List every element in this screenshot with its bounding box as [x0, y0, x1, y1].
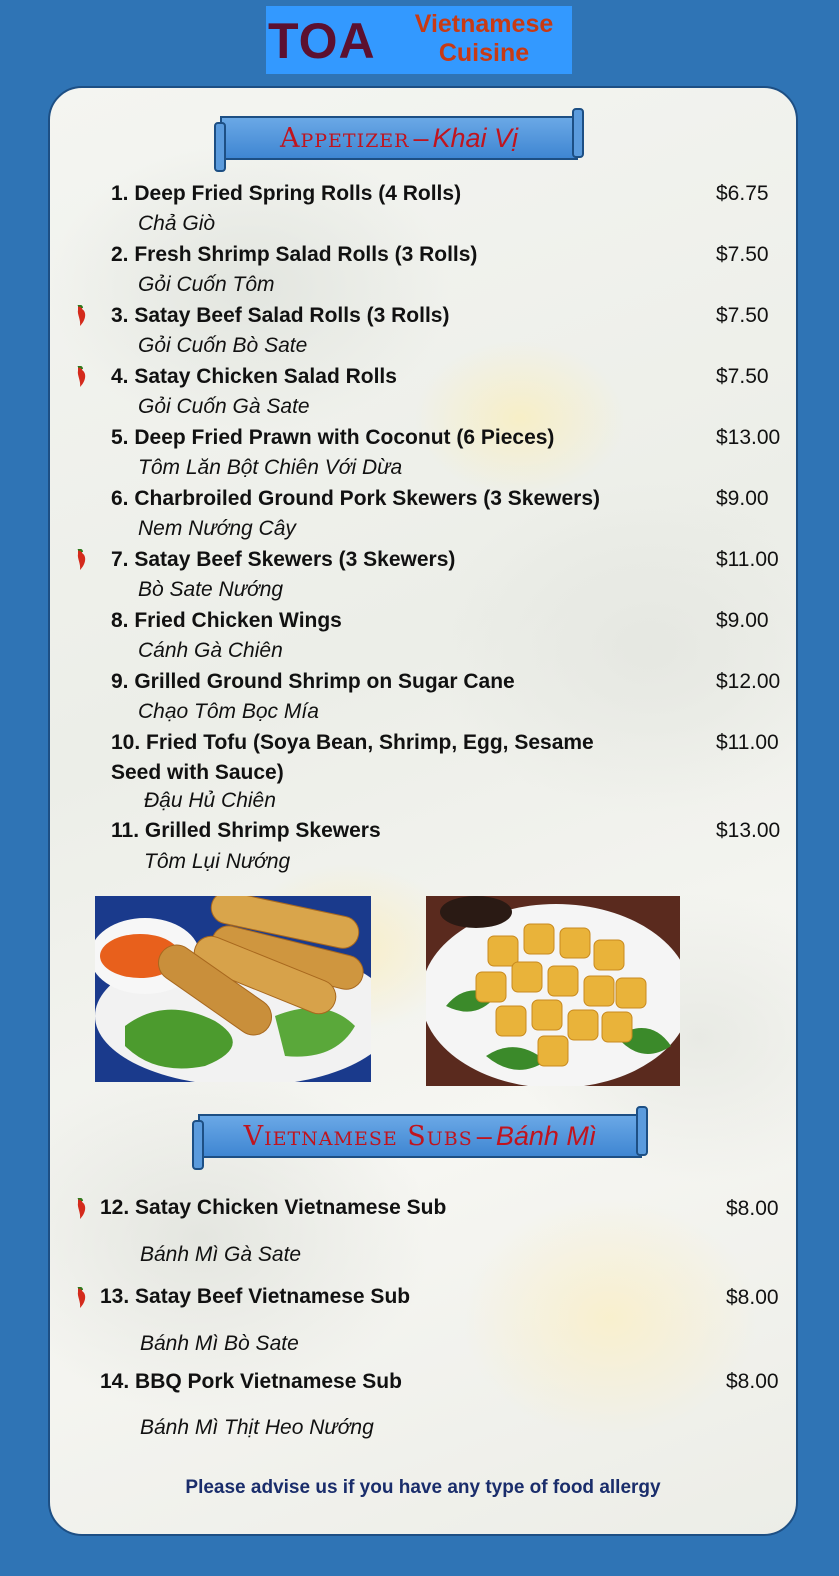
item-name: 8. Fried Chicken Wings	[111, 609, 342, 632]
item-name: 11. Grilled Shrimp Skewers	[111, 819, 381, 842]
allergy-notice: Please advise us if you have any type of food allergy	[185, 1477, 661, 1498]
item-name: 5. Deep Fried Prawn with Coconut (6 Pieces)	[111, 426, 555, 449]
item-name-vi: Nem Nướng Cây	[138, 517, 296, 540]
item-name-vi: Bánh Mì Bò Sate	[140, 1332, 299, 1355]
item-name-vi: Gỏi Cuốn Tôm	[138, 273, 275, 296]
item-name-vi: Tôm Lăn Bột Chiên Với Dừa	[138, 456, 403, 479]
item-name: 12. Satay Chicken Vietnamese Sub	[100, 1196, 447, 1219]
item-price: $6.75	[716, 182, 769, 205]
item-name: 4. Satay Chicken Salad Rolls	[111, 365, 397, 388]
item-price: $13.00	[716, 426, 781, 449]
logo-name: TOA	[268, 13, 376, 69]
appetizer-section-banner	[220, 116, 578, 160]
item-name: 9. Grilled Ground Shrimp on Sugar Cane	[111, 670, 515, 693]
chili-pepper-icon	[74, 305, 88, 327]
item-price: $9.00	[716, 609, 769, 632]
item-name-vi: Bánh Mì Thịt Heo Nướng	[140, 1416, 374, 1439]
chili-pepper-icon	[74, 366, 88, 388]
item-name-line-1: 10. Fried Tofu (Soya Bean, Shrimp, Egg, Sesame	[111, 731, 594, 754]
chili-pepper-icon	[74, 549, 88, 571]
item-name-vi: Tôm Lụi Nướng	[144, 850, 291, 873]
item-price: $8.00	[726, 1197, 779, 1220]
subs-title-en: Vietnamese Subs	[243, 1120, 473, 1152]
item-name-vi: Cánh Gà Chiên	[138, 639, 283, 662]
fried-tofu-photo	[426, 896, 680, 1086]
item-price: $11.00	[716, 548, 779, 571]
item-price: $7.50	[716, 243, 769, 266]
appetizer-title-en: Appetizer	[279, 122, 410, 154]
item-name-vi: Chả Giò	[138, 212, 216, 235]
item-name-line-2: Seed with Sauce)	[111, 761, 284, 784]
item-name: 1. Deep Fried Spring Rolls (4 Rolls)	[111, 182, 462, 205]
item-name: 14. BBQ Pork Vietnamese Sub	[100, 1370, 402, 1393]
item-name-vi: Đậu Hủ Chiên	[144, 789, 276, 812]
subs-title-separator: –	[476, 1120, 492, 1151]
item-name: 7. Satay Beef Skewers (3 Skewers)	[111, 548, 456, 571]
item-name-vi: Bò Sate Nướng	[138, 578, 284, 601]
spring-rolls-photo	[95, 896, 371, 1082]
item-name: 13. Satay Beef Vietnamese Sub	[100, 1285, 411, 1308]
subs-section-banner	[198, 1114, 642, 1158]
item-name-vi: Bánh Mì Gà Sate	[140, 1243, 302, 1266]
item-price: $7.50	[716, 365, 769, 388]
chili-pepper-icon	[74, 1287, 88, 1309]
logo-line-1: Vietnamese	[414, 10, 554, 38]
logo-line-2: Cuisine	[438, 39, 530, 67]
item-name-vi: Gỏi Cuốn Gà Sate	[138, 395, 310, 418]
logo-subtitle	[394, 10, 574, 68]
item-price: $8.00	[726, 1286, 779, 1309]
item-price: $9.00	[716, 487, 769, 510]
item-name-vi: Gỏi Cuốn Bò Sate	[138, 334, 308, 357]
item-name-vi: Chạo Tôm Bọc Mía	[138, 700, 319, 723]
item-name: 3. Satay Beef Salad Rolls (3 Rolls)	[111, 304, 450, 327]
item-price: $8.00	[726, 1370, 779, 1393]
chili-pepper-icon	[74, 1198, 88, 1220]
restaurant-logo	[266, 6, 572, 74]
appetizer-title-separator: –	[413, 122, 429, 153]
item-price: $12.00	[716, 670, 781, 693]
item-price: $11.00	[716, 731, 779, 754]
item-price: $7.50	[716, 304, 769, 327]
subs-title-vi: Bánh Mì	[495, 1120, 597, 1151]
item-price: $13.00	[716, 819, 781, 842]
menu-panel	[48, 86, 798, 1536]
item-name: 2. Fresh Shrimp Salad Rolls (3 Rolls)	[111, 243, 478, 266]
appetizer-title-vi: Khai Vị	[432, 122, 519, 153]
item-name: 6. Charbroiled Ground Pork Skewers (3 Skewers)	[111, 487, 600, 510]
